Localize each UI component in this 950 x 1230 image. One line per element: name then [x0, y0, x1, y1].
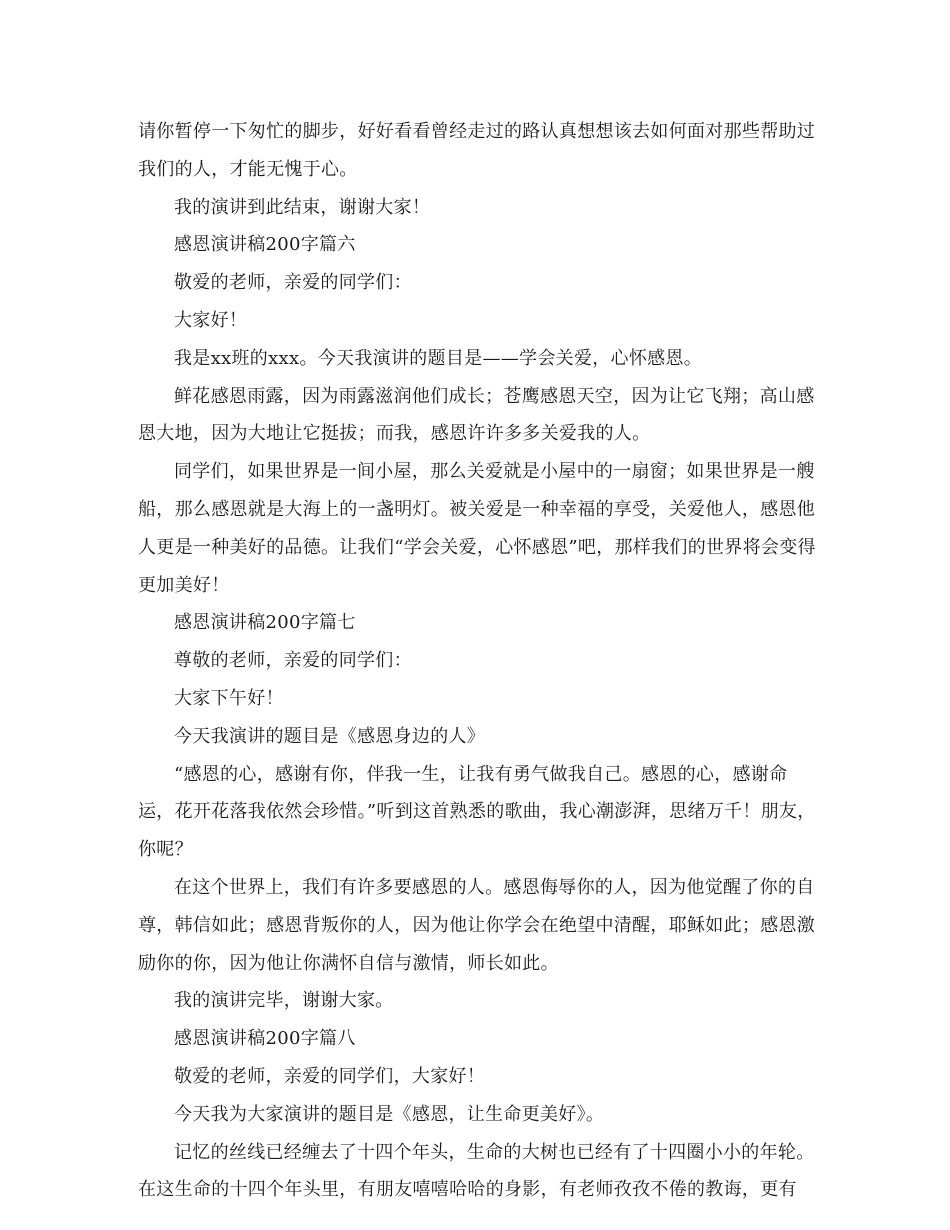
paragraph: 今天我为大家演讲的题目是《感恩，让生命更美好》。 [174, 1103, 605, 1125]
salutation: 敬爱的老师，亲爱的同学们： [174, 272, 412, 294]
paragraph: 请你暂停一下匆忙的脚步，好好看看曾经走过的路认真想想该去如何面对那些帮助过我们的人，才能无愧于心。 [138, 121, 816, 180]
document-body [138, 113, 818, 1209]
paragraph: 我的演讲到此结束，谢谢大家！ [174, 196, 431, 218]
section-heading: 感恩演讲稿200字篇六 [174, 234, 356, 256]
greeting: 大家好！ [174, 309, 248, 331]
paragraph: 在这个世界上，我们有许多要感恩的人。感恩侮辱你的人，因为他觉醒了你的自尊，韩信如此；感恩背叛你的人，因为他让你学会在绝望中清醒，耶稣如此；感恩激励你的你，因为他让你满怀自信与激情，师长如此。 [138, 876, 816, 974]
section-heading: 感恩演讲稿200字篇八 [174, 1028, 356, 1050]
greeting: 大家下午好！ [174, 687, 284, 709]
paragraph: “感恩的心，感谢有你，伴我一生，让我有勇气做我自己。感恩的心，感谢命运，花开花落我依然会珍惜。”听到这首熟悉的歌曲，我心潮澎湃，思绪万千！朋友，你呢？ [138, 763, 816, 861]
paragraph: 今天我演讲的题目是《感恩身边的人》 [174, 725, 486, 747]
salutation: 尊敬的老师，亲爱的同学们： [174, 650, 412, 672]
paragraph: 我的演讲完毕，谢谢大家。 [174, 990, 394, 1012]
salutation: 敬爱的老师，亲爱的同学们，大家好！ [174, 1065, 486, 1087]
paragraph: 同学们，如果世界是一间小屋，那么关爱就是小屋中的一扇窗；如果世界是一艘船，那么感恩就是大海上的一盏明灯。被关爱是一种幸福的享受，关爱他人，感恩他人更是一种美好的品德。让我们“学会关爱，心怀感恩”吧，那样我们的世界将会变得更加美好！ [138, 461, 816, 596]
paragraph: 记忆的丝线已经缠去了十四个年头，生命的大树也已经有了十四圈小小的年轮。在这生命的十四个年头里，有朋友嘻嘻哈哈的身影，有老师孜孜不倦的教诲，更有 [138, 1141, 815, 1201]
section-heading: 感恩演讲稿200字篇七 [174, 612, 356, 634]
paragraph: 鲜花感恩雨露，因为雨露滋润他们成长；苍鹰感恩天空，因为让它飞翔；高山感恩大地，因为大地让它挺拔；而我，感恩许许多多关爱我的人。 [138, 385, 815, 445]
paragraph: 我是xx班的xxx。今天我演讲的题目是——学会关爱，心怀感恩。 [174, 347, 703, 369]
